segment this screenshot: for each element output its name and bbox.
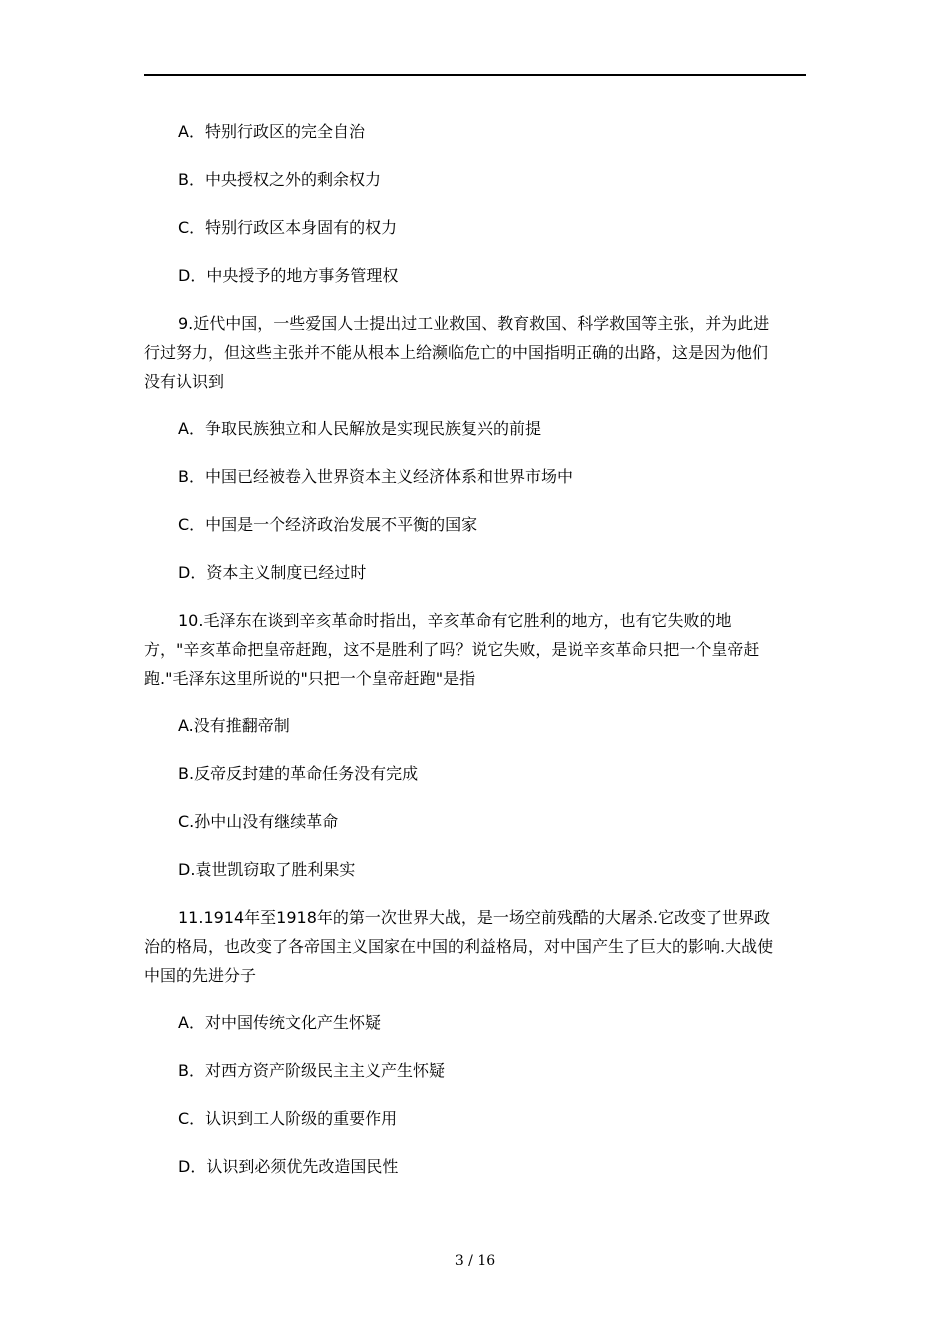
- q9-option-b: B．中国已经被卷入世界资本主义经济体系和世界市场中: [178, 467, 573, 486]
- q8-option-d: D．中央授予的地方事务管理权: [178, 266, 399, 285]
- q11-stem-line-3: 中国的先进分子: [144, 966, 257, 985]
- header-rule: [144, 74, 806, 76]
- q10-option-c: C.孙中山没有继续革命: [178, 812, 339, 831]
- q11-option-b: B．对西方资产阶级民主主义产生怀疑: [178, 1061, 445, 1080]
- q10-stem-line-1: 10.毛泽东在谈到辛亥革命时指出，辛亥革命有它胜利的地方，也有它失败的地: [178, 611, 732, 630]
- q11-option-d: D．认识到必须优先改造国民性: [178, 1157, 399, 1176]
- q9-option-c: C．中国是一个经济政治发展不平衡的国家: [178, 515, 478, 534]
- q9-stem-line-1: 9.近代中国，一些爱国人士提出过工业救国、教育救国、科学救国等主张，并为此进: [178, 314, 770, 333]
- q11-option-c: C．认识到工人阶级的重要作用: [178, 1109, 398, 1128]
- q10-option-b: B.反帝反封建的革命任务没有完成: [178, 764, 419, 783]
- q8-option-c: C．特别行政区本身固有的权力: [178, 218, 398, 237]
- q9-stem-line-2: 行过努力，但这些主张并不能从根本上给濒临危亡的中国指明正确的出路，这是因为他们: [144, 343, 769, 362]
- q9-stem-line-3: 没有认识到: [144, 372, 225, 391]
- q11-stem-line-2: 治的格局，也改变了各帝国主义国家在中国的利益格局，对中国产生了巨大的影响.大战使: [144, 937, 774, 956]
- q9-option-a: A．争取民族独立和人民解放是实现民族复兴的前提: [178, 419, 541, 438]
- q11-option-a: A．对中国传统文化产生怀疑: [178, 1013, 381, 1032]
- page-number: 3 / 16: [454, 1253, 496, 1269]
- q10-option-a: A.没有推翻帝制: [178, 716, 290, 735]
- q11-stem-line-1: 11.1914年至1918年的第一次世界大战，是一场空前残酷的大屠杀.它改变了世界政: [178, 908, 770, 927]
- q10-stem-line-2: 方，"辛亥革命把皇帝赶跑，这不是胜利了吗？说它失败，是说辛亥革命只把一个皇帝赶: [144, 640, 760, 659]
- q9-option-d: D．资本主义制度已经过时: [178, 563, 367, 582]
- q10-option-d: D.袁世凯窃取了胜利果实: [178, 860, 356, 879]
- q10-stem-line-3: 跑."毛泽东这里所说的"只把一个皇帝赶跑"是指: [144, 669, 476, 688]
- q8-option-a: A．特别行政区的完全自治: [178, 122, 365, 141]
- q8-option-b: B．中央授权之外的剩余权力: [178, 170, 381, 189]
